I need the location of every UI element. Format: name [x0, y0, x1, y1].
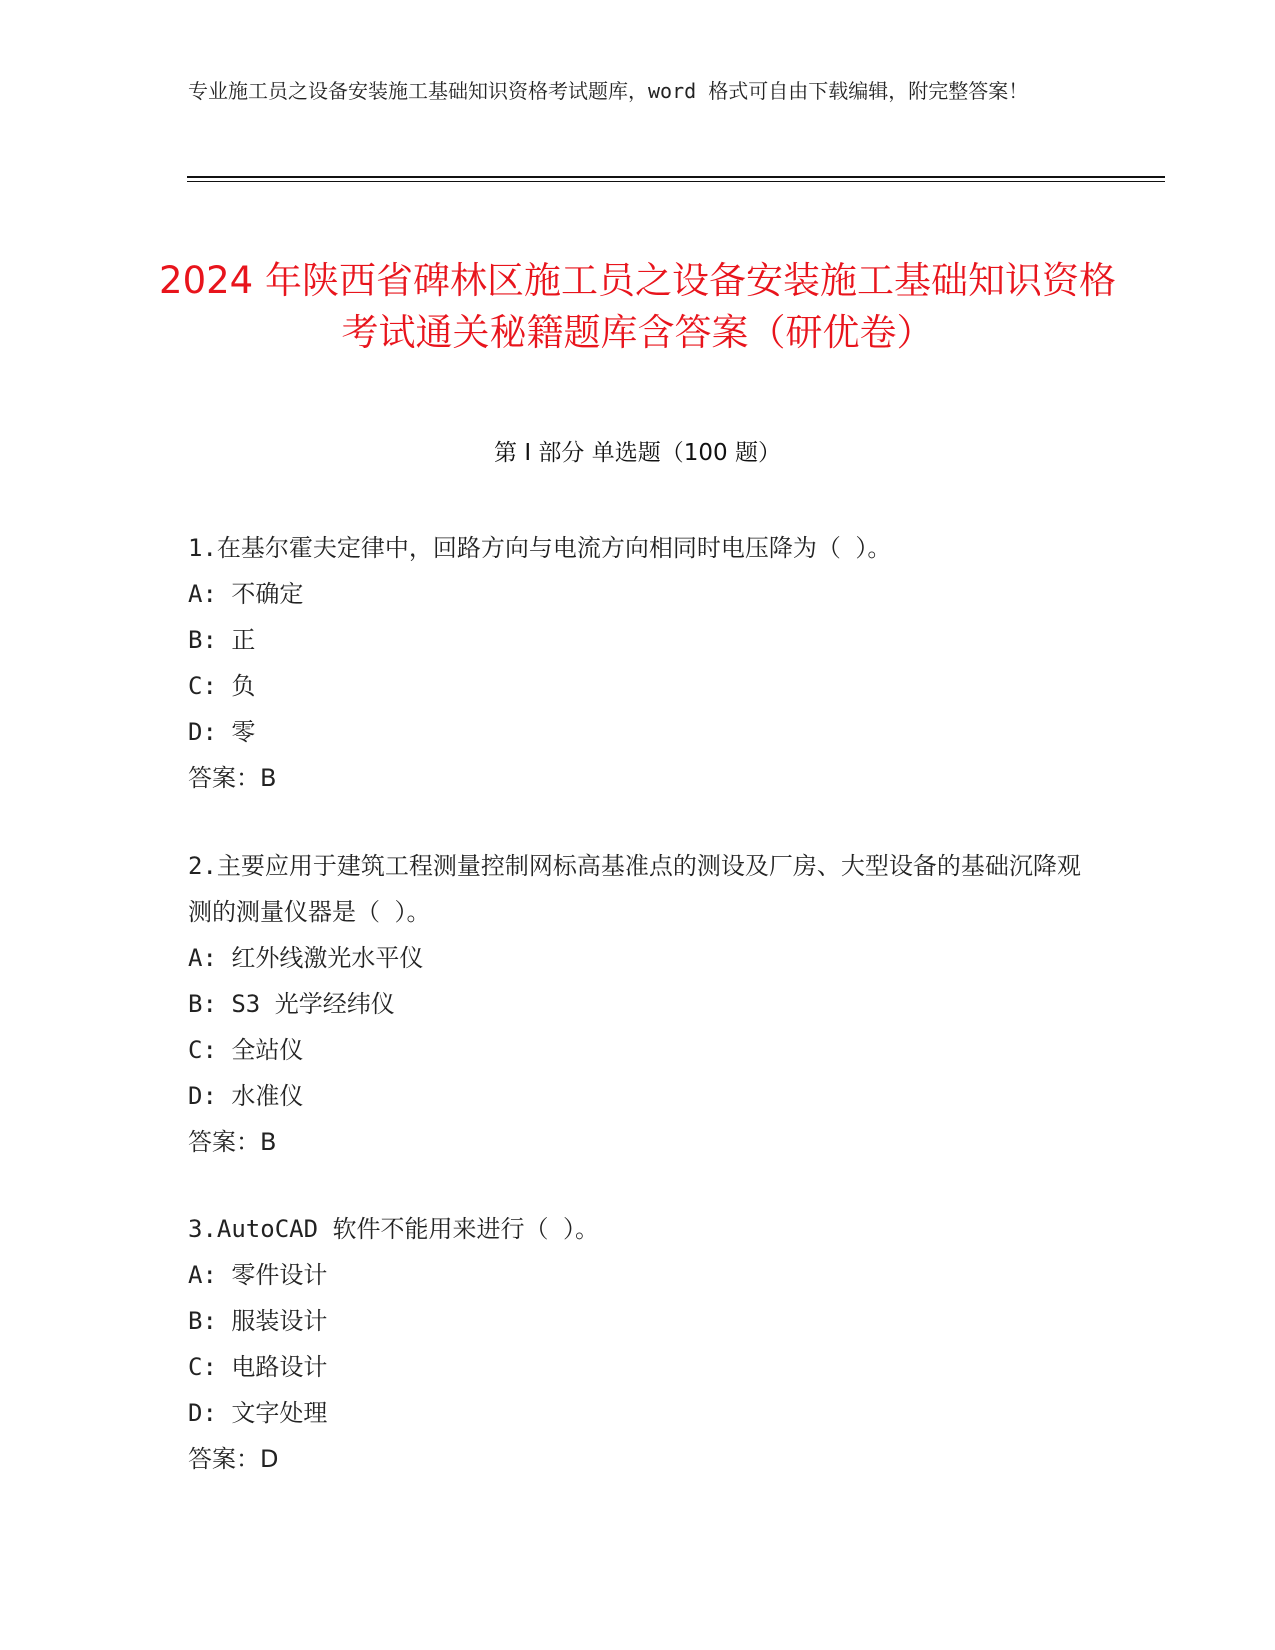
option-a: A: 不确定: [188, 580, 304, 608]
question-block: [188, 843, 1088, 1165]
option-b: B: 服装设计: [188, 1307, 328, 1335]
question-block: [188, 1206, 1088, 1482]
answer-line: 答案：B: [188, 1128, 277, 1156]
option-d: D: 零: [188, 718, 256, 746]
option-a: A: 零件设计: [188, 1261, 328, 1289]
question-stem: 1.在基尔霍夫定律中，回路方向与电流方向相同时电压降为（ ）。: [188, 534, 892, 562]
option-b: B: S3 光学经纬仪: [188, 990, 395, 1018]
option-c: C: 电路设计: [188, 1353, 328, 1381]
answer-line: 答案：D: [188, 1445, 279, 1473]
header-note: 专业施工员之设备安装施工基础知识资格考试题库，word 格式可自由下载编辑，附完整答案！: [188, 79, 1029, 103]
option-d: D: 水准仪: [188, 1082, 304, 1110]
answer-line: 答案：B: [188, 764, 277, 792]
option-a: A: 红外线激光水平仪: [188, 944, 424, 972]
section-heading: 第 I 部分 单选题（100 题）: [494, 440, 781, 466]
option-d: D: 文字处理: [188, 1399, 328, 1427]
question-block: [188, 525, 1088, 801]
question-stem: 2.主要应用于建筑工程测量控制网标高基准点的测设及厂房、大型设备的基础沉降观测的测量仪器是（ ）。: [188, 852, 1081, 926]
header-divider-thick: [187, 176, 1165, 178]
option-c: C: 负: [188, 672, 256, 700]
option-b: B: 正: [188, 626, 256, 654]
option-c: C: 全站仪: [188, 1036, 304, 1064]
document-title: 2024 年陕西省碑林区施工员之设备安装施工基础知识资格考试通关秘籍题库含答案（研优卷）: [159, 258, 1116, 354]
question-stem: 3.AutoCAD 软件不能用来进行（ ）。: [188, 1215, 599, 1243]
header-divider-thin: [187, 181, 1165, 182]
